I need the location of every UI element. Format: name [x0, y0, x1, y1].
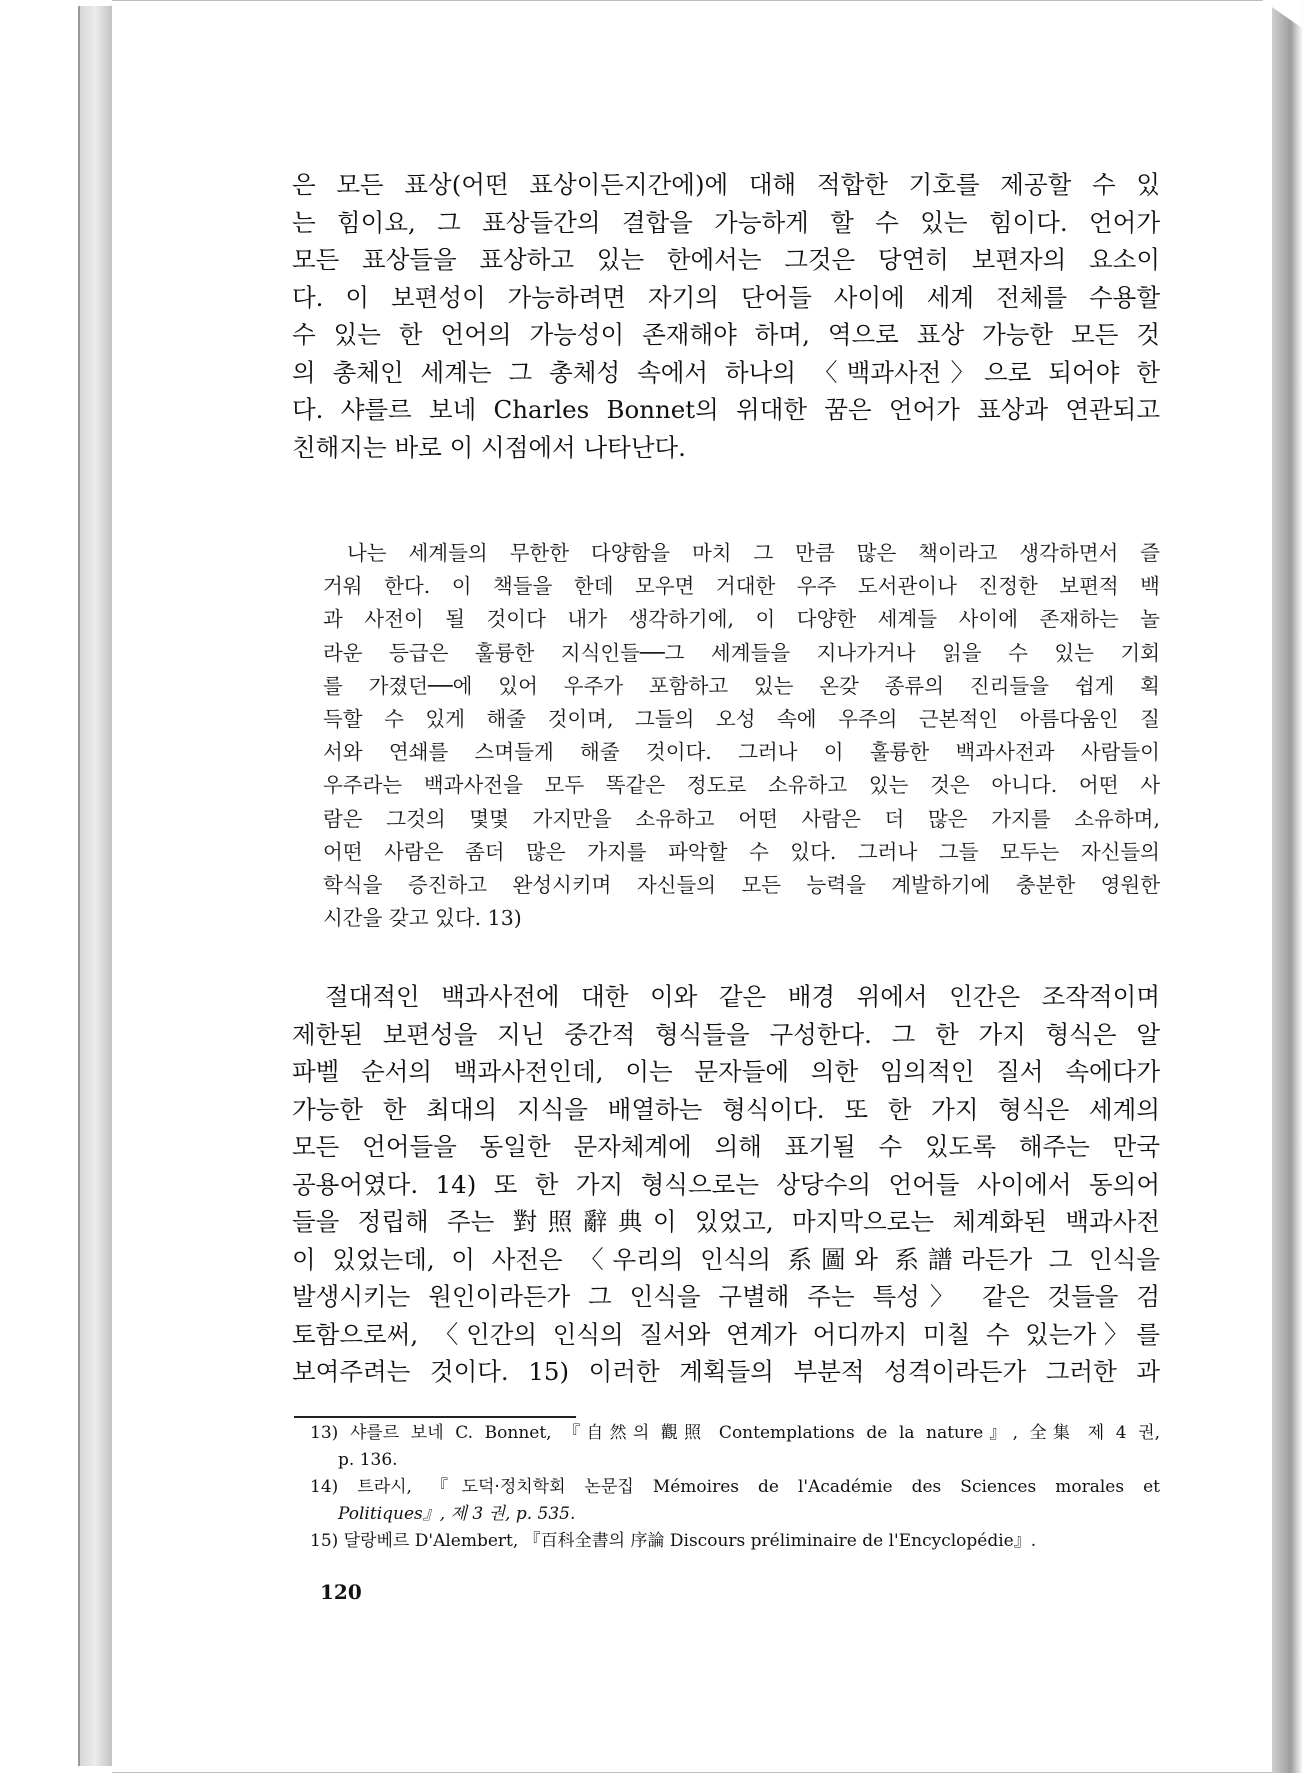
text-line: 보여주려는 것이다. 15) 이러한 계획들의 부분적 성격이라든가 그러한 과 — [292, 1357, 1160, 1386]
footnote-14-continued: Politiques』, 제 3 권, p. 535. — [338, 1504, 576, 1524]
text-line: 이 있었는데, 이 사전은 〈우리의 인식의 系圖와 系譜라든가 그 인식을 — [292, 1244, 1160, 1274]
text-line: 다. 샤를르 보네 Charles Bonnet의 위대한 꿈은 언어가 표상과 연관되고 — [292, 395, 1160, 424]
text-line: 수 있는 한 언어의 가능성이 존재해야 하며, 역으로 표상 가능한 모든 것 — [292, 320, 1160, 349]
page-right-edge — [1272, 0, 1303, 1773]
text-line: 는 힘이요, 그 표상들간의 결합을 가능하게 할 수 있는 힘이다. 언어가 — [292, 207, 1160, 237]
paragraph-bottom — [292, 978, 1160, 1391]
text-line: 모든 언어들을 동일한 문자체계에 의해 표기될 수 있도록 해주는 만국 — [292, 1132, 1160, 1161]
text-line: 제한된 보편성을 지닌 중간적 형식들을 구성한다. 그 한 가지 형식은 알 — [292, 1019, 1160, 1049]
paragraph-top — [292, 166, 1160, 466]
quote-line: 시간을 갖고 있다. 13) — [323, 906, 522, 931]
page-number: 120 — [320, 1580, 362, 1604]
footnotes — [310, 1420, 1160, 1555]
quote-line: 람은 그것의 몇몇 가지만을 소유하고 어떤 사람은 더 많은 가지를 소유하며, — [323, 806, 1160, 831]
text-line: 가능한 한 최대의 지식을 배열하는 형식이다. 또 한 가지 형식은 세계의 — [292, 1094, 1160, 1124]
text-line: 토함으로써, 〈인간의 인식의 질서와 연계가 어디까지 미칠 수 있는가〉를 — [292, 1319, 1160, 1349]
text-line: 발생시키는 원인이라든가 그 인식을 구별해 주는 특성〉 같은 것들을 검 — [292, 1282, 1160, 1311]
quote-line: 서와 연쇄를 스며들게 해줄 것이다. 그러나 이 훌륭한 백과사전과 사람들이 — [323, 740, 1160, 765]
text-line: 친해지는 바로 이 시점에서 나타난다. — [292, 432, 686, 462]
quote-line: 를 가졌던──에 있어 우주가 포함하고 있는 온갖 종류의 진리들을 쉽게 획 — [323, 673, 1160, 698]
text-line: 파벨 순서의 백과사전인데, 이는 문자들에 의한 임의적인 질서 속에다가 — [292, 1057, 1160, 1086]
text-line: 은 모든 표상(어떤 표상이든지간에)에 대해 적합한 기호를 제공할 수 있 — [292, 170, 1160, 199]
text-line: 절대적인 백과사전에 대한 이와 같은 배경 위에서 인간은 조작적이며 — [325, 982, 1160, 1011]
quote-line: 과 사전이 될 것이다 내가 생각하기에, 이 다양한 세계들 사이에 존재하는 놀 — [323, 607, 1160, 632]
quote-line: 거워 한다. 이 책들을 한데 모우면 거대한 우주 도서관이나 진정한 보편적 백 — [323, 574, 1160, 599]
quote-line: 학식을 증진하고 완성시키며 자신들의 모든 능력을 계발하기에 충분한 영원한 — [323, 872, 1160, 897]
quote-line: 나는 세계들의 무한한 다양함을 마치 그 만큼 많은 책이라고 생각하면서 즐 — [347, 541, 1160, 565]
text-line: 들을 정립해 주는 對照辭典이 있었고, 마지막으로는 체계화된 백과사전 — [292, 1207, 1160, 1236]
book-spine-edge — [78, 6, 114, 1766]
text-line: 공용어였다. 14) 또 한 가지 형식으로는 상당수의 언어들 사이에서 동의어 — [292, 1169, 1160, 1199]
text-line: 모든 표상들을 표상하고 있는 한에서는 그것은 당연히 보편자의 요소이 — [292, 245, 1160, 274]
footnote-15: 15) 달랑베르 D'Alembert, 『百科全書의 序論 Discours préliminaire de l'Encyclopédie』. — [310, 1531, 1037, 1551]
quote-line: 라운 등급은 훌륭한 지식인들──그 세계들을 지나가거나 읽을 수 있는 기회 — [323, 640, 1160, 665]
footnote-13-continued: p. 136. — [338, 1450, 398, 1470]
quote-line: 어떤 사람은 좀더 많은 가지를 파악할 수 있다. 그러나 그들 모두는 자신들의 — [323, 839, 1160, 864]
quote-line: 득할 수 있게 해줄 것이며, 그들의 오성 속에 우주의 근본적인 아름다움인 질 — [323, 706, 1160, 731]
text-line: 다. 이 보편성이 가능하려면 자기의 단어들 사이에 세계 전체를 수용할 — [292, 282, 1160, 312]
footnote-13: 13) 샤를르 보네 C. Bonnet, 『自然의 觀照 Contemplations de la nature』, 全集 제 4 권, — [310, 1423, 1160, 1443]
quote-line: 우주라는 백과사전을 모두 똑같은 정도로 소유하고 있는 것은 아니다. 어떤 사 — [323, 773, 1160, 798]
footnote-separator — [294, 1416, 576, 1418]
footnote-14: 14) 트라시, 『도덕·정치학회 논문집 Mémoires de l'Académie des Sciences morales et — [310, 1477, 1160, 1497]
block-quotation — [323, 537, 1160, 935]
text-line: 의 총체인 세계는 그 총체성 속에서 하나의 〈백과사전〉으로 되어야 한 — [292, 357, 1160, 387]
